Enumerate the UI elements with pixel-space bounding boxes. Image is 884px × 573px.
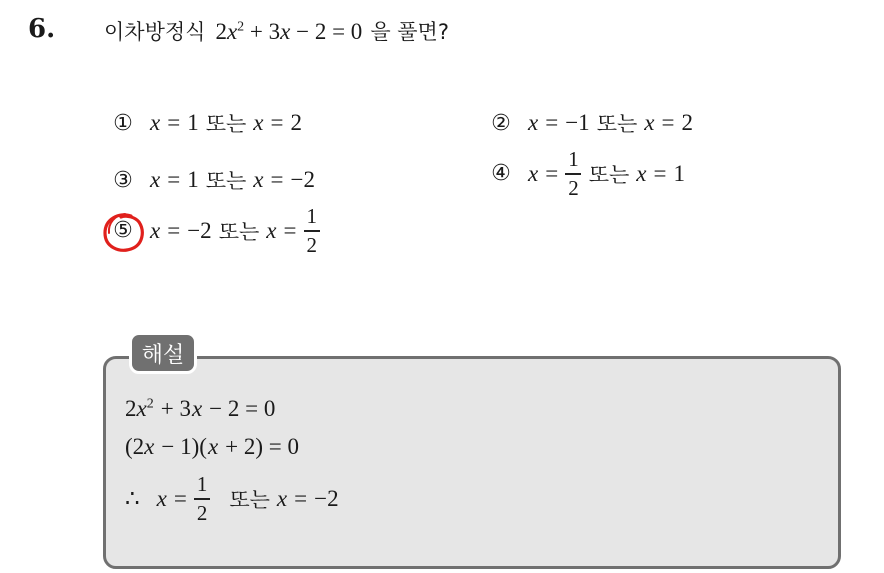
sol1-b: + 3 xyxy=(160,396,191,421)
equals: = xyxy=(167,110,181,135)
equals: = xyxy=(173,485,187,511)
var-x: x xyxy=(191,396,203,421)
option-value-2: 2 xyxy=(681,110,693,135)
solution-box xyxy=(103,356,841,569)
sol2-a: (2 xyxy=(125,434,145,459)
var-x: x xyxy=(253,110,264,135)
eq-var: x xyxy=(226,19,238,44)
fraction xyxy=(565,149,582,199)
option-value-2: 2 xyxy=(290,110,302,135)
fraction-numerator: 1 xyxy=(306,204,317,228)
option-3[interactable] xyxy=(110,165,315,195)
var-x: x xyxy=(156,485,167,511)
question-number: 6. xyxy=(28,14,56,44)
var-x: x xyxy=(253,167,264,192)
option-conj: 또는 xyxy=(205,112,247,136)
sol-conj: 또는 xyxy=(229,487,270,512)
var-x: x xyxy=(144,434,155,459)
var-x: x xyxy=(636,160,647,186)
therefore-symbol: ∴ xyxy=(125,485,140,511)
option-value-1: 1 xyxy=(187,110,199,135)
option-2[interactable] xyxy=(488,108,693,138)
var-x: x xyxy=(528,110,539,135)
equals: = xyxy=(653,160,667,186)
sol-value: −2 xyxy=(314,485,339,511)
equals: = xyxy=(545,110,559,135)
option-number: ③ xyxy=(113,167,133,193)
question-equation xyxy=(215,19,362,45)
option-value-1: −1 xyxy=(565,110,590,135)
option-conj: 또는 xyxy=(218,219,260,244)
eq-var-2: x xyxy=(280,19,291,44)
option-4[interactable] xyxy=(488,149,685,199)
question-text xyxy=(104,16,449,46)
eq-rest1: + 3 xyxy=(249,19,281,44)
equals: = xyxy=(294,485,308,511)
equals: = xyxy=(270,110,284,135)
eq-rest2: − 2 = 0 xyxy=(296,19,363,44)
equals: = xyxy=(545,160,559,186)
var-x: x xyxy=(207,434,219,459)
var-x: x xyxy=(644,110,655,135)
fraction-numerator: 1 xyxy=(568,147,579,171)
fraction xyxy=(303,206,320,256)
sol2-c: + 2) = 0 xyxy=(225,434,300,459)
fraction-numerator: 1 xyxy=(196,472,208,496)
fraction-denominator: 2 xyxy=(568,175,579,200)
option-conj: 또는 xyxy=(588,162,630,187)
option-number: ② xyxy=(491,110,511,136)
var-x: x xyxy=(266,217,277,243)
option-number: ④ xyxy=(491,161,511,187)
equals: = xyxy=(283,217,297,243)
option-conj: 또는 xyxy=(205,169,247,193)
option-1[interactable] xyxy=(110,108,302,138)
var-x: x xyxy=(276,485,288,511)
option-value-2: −2 xyxy=(290,167,315,192)
solution-tab: 해설 xyxy=(129,332,197,374)
sol2-b: − 1)( xyxy=(161,434,207,459)
fraction xyxy=(194,474,211,524)
equals: = xyxy=(270,167,284,192)
equals: = xyxy=(661,110,675,135)
sol1-exp: 2 xyxy=(146,396,154,412)
fraction-denominator: 2 xyxy=(306,232,317,257)
fraction-denominator: 2 xyxy=(196,500,208,525)
var-x: x xyxy=(150,110,161,135)
var-x: x xyxy=(136,396,147,421)
option-conj: 또는 xyxy=(596,112,638,136)
var-x: x xyxy=(150,217,161,243)
solution-line-1 xyxy=(125,396,275,422)
answer-circle-mark xyxy=(101,211,147,255)
option-number: ⑤ xyxy=(113,218,133,244)
sol1-a: 2 xyxy=(125,396,137,421)
sol1-c: − 2 = 0 xyxy=(209,396,276,421)
eq-coef: 2 xyxy=(215,19,227,44)
var-x: x xyxy=(150,167,161,192)
eq-exp: 2 xyxy=(237,19,245,35)
equals: = xyxy=(167,167,181,192)
solution-line-3 xyxy=(125,474,339,524)
question-prefix: 이차방정식 xyxy=(104,20,206,44)
option-number: ① xyxy=(113,110,133,136)
var-x: x xyxy=(528,160,539,186)
solution-line-2 xyxy=(125,434,299,460)
option-value-1: −2 xyxy=(187,217,212,243)
option-value-2: 1 xyxy=(673,160,685,186)
equals: = xyxy=(167,217,181,243)
option-value-1: 1 xyxy=(187,167,199,192)
question-suffix: 을 풀면? xyxy=(370,20,449,44)
